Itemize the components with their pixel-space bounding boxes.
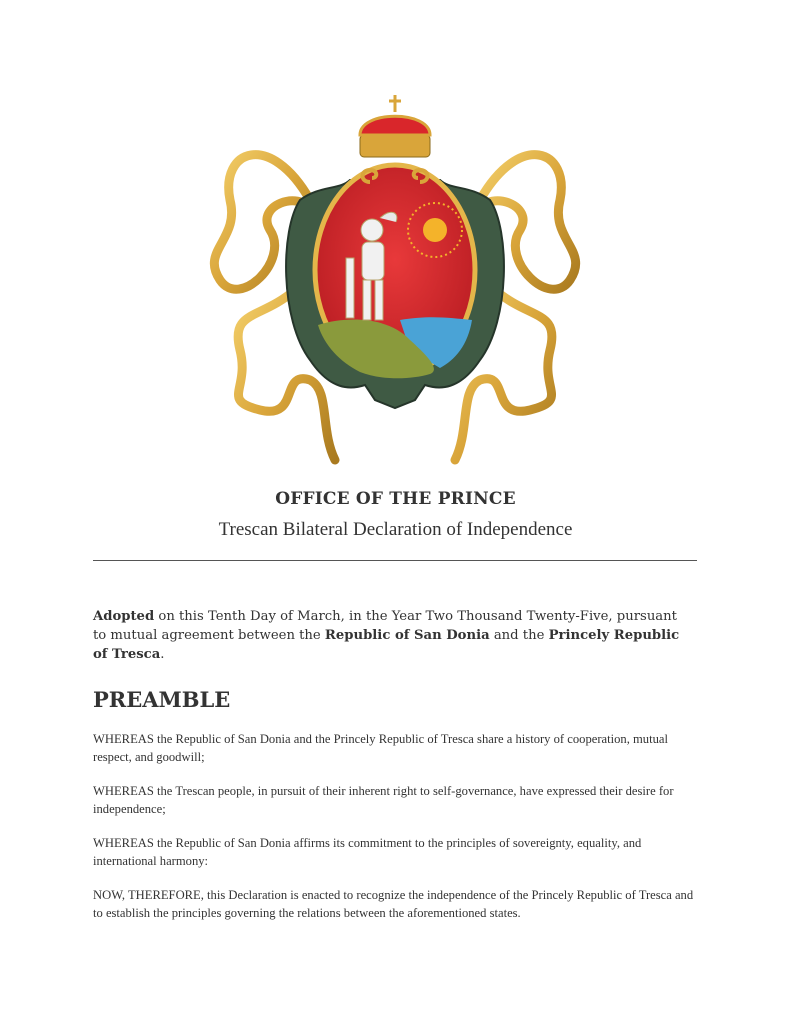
divider <box>93 560 697 561</box>
party-tresca: Princely Republic of Tresca <box>93 628 680 662</box>
preamble-clauses <box>93 730 703 938</box>
adoption-text-2: and the <box>489 628 549 643</box>
office-title: OFFICE OF THE PRINCE <box>275 489 516 509</box>
adoption-text-1: on this Tenth Day of March, in the Year Two Thousand Twenty-Five, pursuant to mutual agreement between the <box>93 609 677 643</box>
document-subtitle: Trescan Bilateral Declaration of Independence <box>218 519 573 540</box>
adoption-text-3: . <box>160 647 165 662</box>
party-san-donia: Republic of San Donia <box>324 628 490 643</box>
adopted-label: Adopted <box>93 609 155 624</box>
adoption-paragraph <box>93 607 693 664</box>
clause: WHEREAS the Trescan people, in pursuit of their inherent right to self-governance, have expressed their desire for independence; <box>93 784 674 816</box>
clause: WHEREAS the Republic of San Donia affirms its commitment to the principles of sovereignty, equality, and international harmony: <box>93 836 642 868</box>
crown <box>360 95 430 157</box>
clause: WHEREAS the Republic of San Donia and the Princely Republic of Tresca share a history of cooperation, mutual respect, and goodwill; <box>93 732 668 764</box>
preamble-heading: PREAMBLE <box>93 687 231 712</box>
coat-of-arms-icon <box>200 90 590 470</box>
clause: NOW, THEREFORE, this Declaration is enacted to recognize the independence of the Princely Republic of Tresca and to establish the principles governing the relations between the aforementioned states. <box>93 888 694 920</box>
